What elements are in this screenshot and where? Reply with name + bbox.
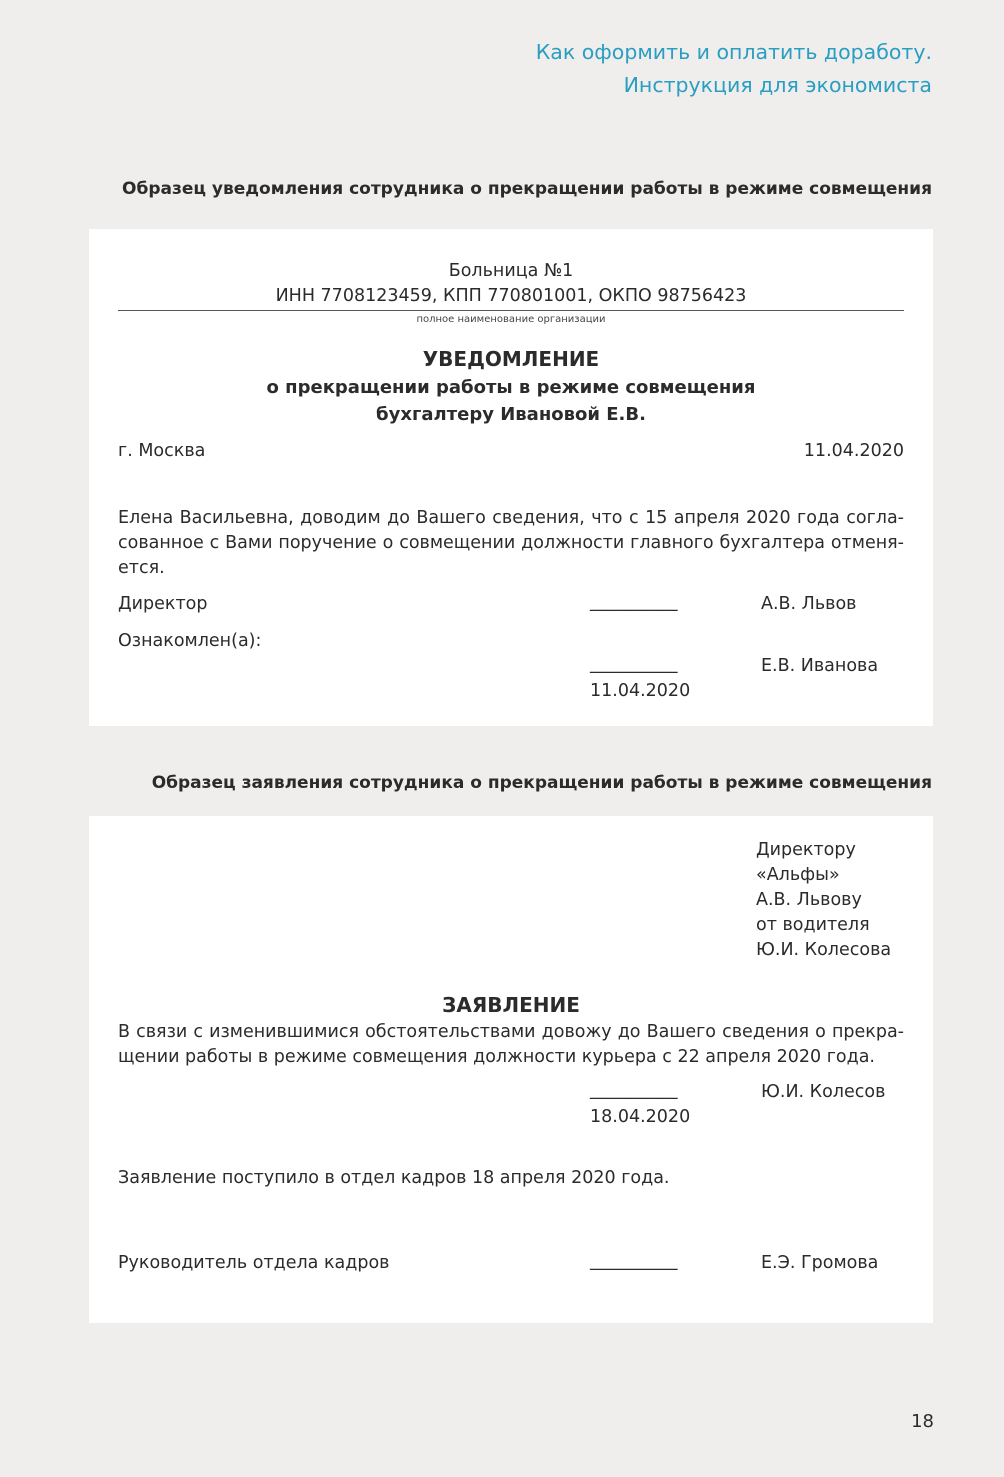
addressee-line-5: Ю.И. Колесова [756, 940, 892, 960]
org-ids: ИНН 7708123459, КПП 770801001, ОКПО 98756423 [275, 286, 747, 306]
acquainted-date: 11.04.2020 [590, 681, 691, 701]
director-label: Директор [118, 594, 208, 614]
notice-doc-addressee: бухгалтеру Ивановой Е.В. [376, 404, 646, 425]
application-document [89, 816, 933, 1323]
employee-signature-line: __________ [590, 654, 678, 674]
hr-label: Руководитель отдела кадров [118, 1253, 390, 1273]
notice-doc-title: УВЕДОМЛЕНИЕ [422, 347, 600, 371]
addressee-line-3: А.В. Львову [756, 890, 862, 910]
notice-document [89, 229, 933, 726]
received-note: Заявление поступило в отдел кадров 18 апреля 2020 года. [118, 1168, 670, 1188]
applicant-signature-line: __________ [590, 1080, 678, 1100]
application-doc-title: ЗАЯВЛЕНИЕ [442, 993, 580, 1017]
notice-section-title: Образец уведомления сотрудника о прекращении работы в режиме совмещения [122, 179, 932, 199]
addressee-line-2: «Альфы» [756, 865, 840, 885]
acquainted-label: Ознакомлен(а): [118, 631, 262, 651]
director-name: А.В. Львов [761, 594, 857, 614]
addressee-line-1: Директору [756, 840, 856, 860]
notice-city: г. Москва [118, 441, 206, 461]
hr-name: Е.Э. Громова [761, 1253, 879, 1273]
org-underline [118, 310, 904, 311]
hr-signature-line: __________ [590, 1251, 678, 1271]
employee-name: Е.В. Иванова [761, 656, 879, 676]
org-name: Больница №1 [448, 261, 574, 281]
director-signature-line: __________ [590, 592, 678, 612]
applicant-name: Ю.И. Колесов [761, 1082, 886, 1102]
addressee-line-4: от водителя [756, 915, 870, 935]
header-title: Как оформить и оплатить доработу. [535, 40, 932, 64]
org-caption: полное наименование организации [416, 314, 606, 325]
application-section-title: Образец заявления сотрудника о прекращении работы в режиме совмещения [151, 773, 932, 793]
notice-date: 11.04.2020 [803, 441, 904, 461]
header-subtitle: Инструкция для экономиста [623, 73, 932, 97]
application-body: В связи с изменившимися обстоятельствами довожу до Вашего сведения о прекра-щении работы в режиме совмещения должности курьера с 22 апреля 2020 года. [118, 1022, 904, 1067]
page-header [536, 36, 932, 102]
page-number: 18 [911, 1411, 934, 1432]
applicant-date: 18.04.2020 [590, 1107, 691, 1127]
notice-doc-subtitle: о прекращении работы в режиме совмещения [266, 377, 756, 398]
notice-body: Елена Васильевна, доводим до Вашего сведения, что с 15 апреля 2020 года согла-сованное с Вами поручение о совмещении должности главного бухгалтера отменя-ется. [118, 508, 904, 578]
